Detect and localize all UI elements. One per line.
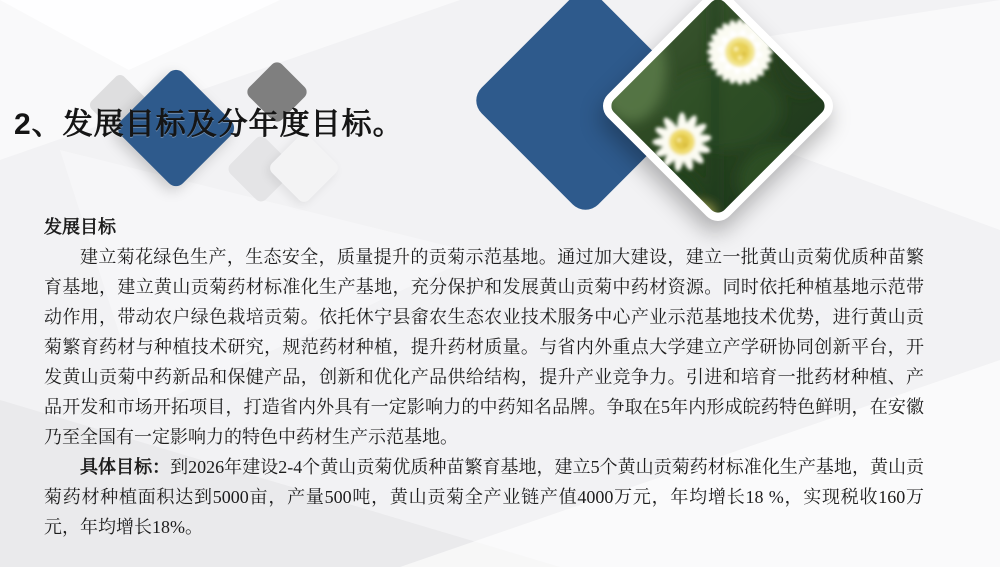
slide-title: 2、发展目标及分年度目标。 — [14, 108, 404, 141]
section-heading: 发展目标 — [44, 217, 116, 237]
body-text — [44, 212, 924, 542]
specific-goal-paragraph — [44, 452, 924, 542]
development-goal-paragraph: 建立菊花绿色生产，生态安全，质量提升的贡菊示范基地。通过加大建设，建立一批黄山贡菊优质种苗繁育基地，建立黄山贡菊药材标准化生产基地，充分保护和发展黄山贡菊中药材资源。同时依托种植基地示范带动作用，带动农户绿色栽培贡菊。依托休宁县畲农生态农业技术服务中心产业示范基地技术优势，进行黄山贡菊繁育药材与种植技术研究，规范药材种植，提升药材质量。与省内外重点大学建立产学研协同创新平台，开发黄山贡菊中药新品和保健产品，创新和优化产品供给结构，提升产业竞争力。引进和培育一批药材种植、产品开发和市场开拓项目，打造省内外具有一定影响力的中药知名品牌。争取在5年内形成皖药特色鲜明，在安徽乃至全国有一定影响力的特色中药材生产示范基地。 — [44, 247, 924, 447]
specific-goal-label: 具体目标： — [80, 457, 171, 477]
specific-goal-text: 到2026年建设2-4个黄山贡菊优质种苗繁育基地，建立5个黄山贡菊药材标准化生产基地，黄山贡菊药材种植面积达到5000亩，产量500吨，黄山贡菊全产业链产值4000万元，年均增长18 %，实现税收160万元，年均增长18%。 — [44, 457, 925, 537]
